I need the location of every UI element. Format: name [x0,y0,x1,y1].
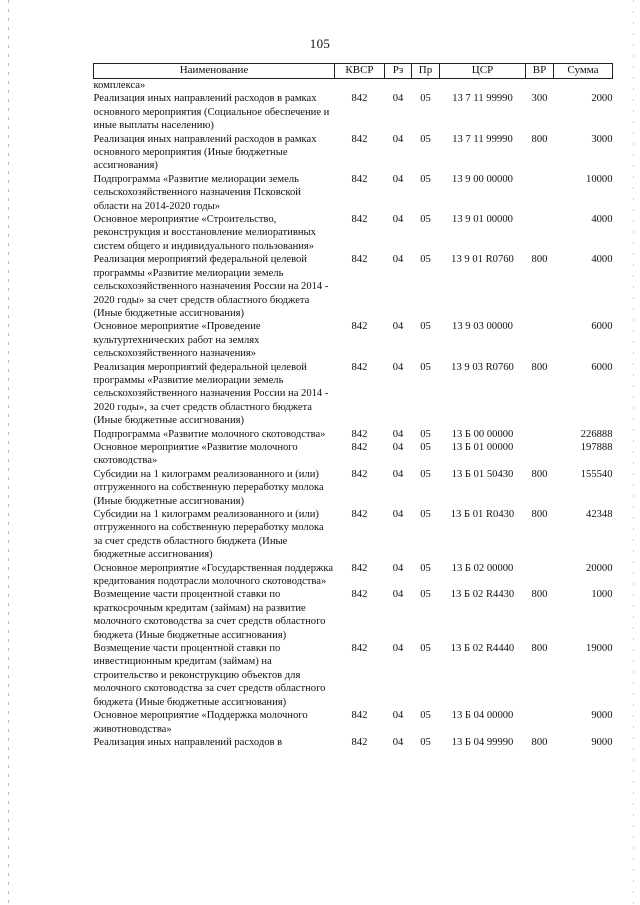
table-row [94,642,613,709]
cell-pr: 05 [420,589,431,601]
cell-kvsr: 842 [351,509,368,520]
cell-name: Реализация иных направлений расходов в рамках основного мероприятия (Иные бюджетные ассигнования) [93,133,317,172]
cell-kvsr: 842 [351,736,368,748]
cell-csr: 13 Б 04 99990 [451,736,514,748]
cell-csr: 13 9 01 R0760 [451,254,514,266]
cell-rz: 04 [392,133,404,145]
cell-rz: 04 [392,254,404,266]
cell-pr: 05 [420,254,431,266]
cell-sum [554,79,613,93]
cell-csr: 13 Б 01 R0430 [450,509,515,520]
table-row [94,253,613,320]
cell-kvsr: 842 [351,214,368,226]
cell-kvsr: 842 [351,93,368,105]
cell-sum: 226888 [580,428,613,440]
cell-pr: 05 [420,214,431,226]
cell-pr: 05 [420,643,431,655]
cell-rz: 04 [392,361,404,373]
table-row [94,588,613,642]
cell-kvsr: 842 [351,428,368,440]
cell-rz: 04 [392,736,404,748]
cell-vr [526,173,554,213]
cell-name: Реализация иных направлений расходов в рамках основного мероприятия (Социальное обеспечение и иные выплаты населению) [93,93,330,132]
cell-csr: 13 Б 00 00000 [451,428,514,440]
scan-edge-left [8,0,9,905]
cell-sum: 9000 [591,736,613,748]
cell-sum: 3000 [591,133,613,145]
cell-rz: 04 [392,562,404,574]
cell-name: Реализация иных направлений расходов в [93,736,283,748]
table-row [94,508,613,562]
cell-vr: 800 [531,133,548,145]
table-row [94,428,613,441]
cell-pr: 05 [420,562,431,574]
cell-csr: 13 9 03 R0760 [451,361,514,373]
cell-sum: 6000 [591,361,613,373]
cell-sum: 197888 [580,441,613,453]
cell-rz: 04 [392,93,404,105]
cell-vr [526,709,554,736]
table-header-row [94,64,613,79]
table-row [94,133,613,173]
cell-name: Основное мероприятие «Развитие молочного скотоводства» [93,441,298,467]
cell-kvsr: 842 [351,710,368,722]
cell-name: комплекса» [93,80,146,91]
table-row [94,709,613,736]
cell-rz: 04 [392,214,404,226]
cell-name: Основное мероприятие «Государственная поддержка кредитования подотрасли молочного скотоводства» [93,562,334,588]
cell-sum: 6000 [591,321,613,333]
cell-pr: 05 [420,441,431,453]
cell-sum: 155540 [580,468,613,480]
header-kvsr: КВСР [335,64,385,79]
cell-csr [440,79,526,93]
cell-rz: 04 [392,321,404,333]
cell-name: Основное мероприятие «Строительство, реконструкция и восстановление мелиоративных систем общего и индивидуального пользования» [93,214,316,252]
header-name: Наименование [94,64,335,79]
cell-vr [526,320,554,360]
cell-sum: 2000 [591,93,613,105]
cell-csr: 13 9 03 00000 [452,321,513,333]
cell-csr: 13 Б 01 50430 [451,468,514,480]
cell-kvsr: 842 [351,254,368,266]
cell-name: Основное мероприятие «Проведение культуртехнических работ на землях сельскохозяйственного назначения» [93,321,261,360]
cell-kvsr: 842 [351,173,368,185]
cell-sum: 10000 [586,173,613,185]
cell-vr: 800 [531,468,548,480]
cell-vr: 800 [531,589,548,601]
cell-sum: 4000 [591,254,613,266]
cell-vr: 300 [531,93,548,105]
cell-kvsr: 842 [351,133,368,145]
header-pr: Пр [412,64,440,79]
cell-name: Подпрограмма «Развитие молочного скотоводства» [93,428,326,440]
table-row [94,79,613,93]
table-row [94,320,613,360]
table-row [94,213,613,253]
cell-pr: 05 [420,133,431,145]
cell-name: Основное мероприятие «Поддержка молочного животноводства» [93,710,308,735]
table-row [94,441,613,468]
cell-name: Субсидии на 1 килограмм реализованного и (или) отгруженного на собственную переработку молока за счет средств областного бюджета (Иные бюджетные ассигнования) [93,509,324,561]
cell-rz: 04 [392,441,404,453]
page-number: 105 [309,36,331,51]
cell-pr: 05 [420,93,431,105]
cell-csr: 13 7 11 99990 [452,133,513,145]
table-row [94,468,613,508]
cell-rz: 04 [392,710,404,722]
cell-csr: 13 Б 02 R4440 [450,643,515,655]
header-sum: Сумма [554,64,613,79]
cell-name: Субсидии на 1 килограмм реализованного и (или) отгруженного на собственную переработку молока (Иные бюджетные ассигнования) [93,468,324,507]
cell-pr [412,79,440,93]
cell-sum: 4000 [591,214,613,226]
table-row [94,173,613,213]
cell-sum: 20000 [586,562,613,574]
table-row [94,562,613,589]
cell-kvsr: 842 [351,361,368,373]
cell-name: Подпрограмма «Развитие мелиорации земель сельскохозяйственного назначения Псковской области на 2014-2020 годы» [93,173,301,212]
cell-kvsr: 842 [351,589,368,601]
cell-vr: 800 [531,736,548,748]
header-rz: Рз [385,64,412,79]
cell-rz: 04 [392,509,404,520]
cell-kvsr: 842 [351,441,368,453]
cell-vr: 800 [531,361,548,373]
cell-pr: 05 [420,468,431,480]
cell-pr: 05 [420,361,431,373]
cell-vr: 800 [531,509,548,520]
cell-kvsr: 842 [351,468,368,480]
header-vr: ВР [526,64,554,79]
cell-csr: 13 Б 02 R4430 [450,589,515,601]
cell-name: Возмещение части процентной ставки по краткосрочным кредитам (займам) на развитие молочного скотоводства за счет средств областного бюджета (Иные бюджетные ассигнования) [93,589,326,641]
cell-pr: 05 [420,321,431,333]
cell-vr: 800 [531,643,548,655]
cell-sum: 9000 [591,710,613,722]
cell-vr: 800 [531,254,548,266]
cell-vr [526,441,554,468]
table-row [94,361,613,428]
scan-edge-right [633,0,634,905]
cell-name: Возмещение части процентной ставки по инвестиционным кредитам (займам) на строительство и реконструкцию объектов для молочного скотоводства за счет средств областного бюджета (Иные бюджетные ассигнования) [93,643,326,708]
cell-name: Реализация мероприятий федеральной целевой программы «Развитие мелиорации земель сельскохозяйственного назначения России на 2014 - 2020 годы» за счет средств областного бюджета (Иные бюджетные ассигнования) [93,254,329,319]
cell-rz: 04 [392,643,404,655]
cell-csr: 13 9 01 00000 [452,214,513,226]
cell-sum: 42348 [586,509,613,520]
cell-pr: 05 [420,509,431,520]
cell-kvsr: 842 [351,562,368,574]
cell-pr: 05 [420,710,431,722]
header-csr: ЦСР [440,64,526,79]
cell-pr: 05 [420,428,431,440]
cell-vr [526,562,554,589]
cell-pr: 05 [420,173,431,185]
cell-csr: 13 Б 01 00000 [451,441,514,453]
table-row [94,92,613,132]
cell-vr [526,79,554,93]
cell-pr: 05 [420,736,431,748]
cell-vr [526,213,554,253]
cell-rz [385,79,412,93]
cell-name: Реализация мероприятий федеральной целевой программы «Развитие мелиорации земель сельскохозяйственного назначения России на 2014 - 2020 годы», за счет средств областного бюджета (Иные бюджетные ассигнования) [93,361,329,427]
cell-csr: 13 9 00 00000 [452,173,513,185]
cell-sum: 19000 [586,643,613,655]
cell-rz: 04 [392,173,404,185]
cell-rz: 04 [392,468,404,480]
cell-vr [526,428,554,441]
cell-csr: 13 Б 02 00000 [451,562,514,574]
cell-rz: 04 [392,428,404,440]
cell-kvsr [335,79,385,93]
budget-table [93,63,613,749]
cell-kvsr: 842 [351,643,368,655]
cell-csr: 13 7 11 99990 [452,93,513,105]
table-row [94,736,613,749]
cell-sum: 1000 [591,589,613,601]
cell-kvsr: 842 [351,321,368,333]
cell-csr: 13 Б 04 00000 [451,710,514,722]
cell-rz: 04 [392,589,404,601]
